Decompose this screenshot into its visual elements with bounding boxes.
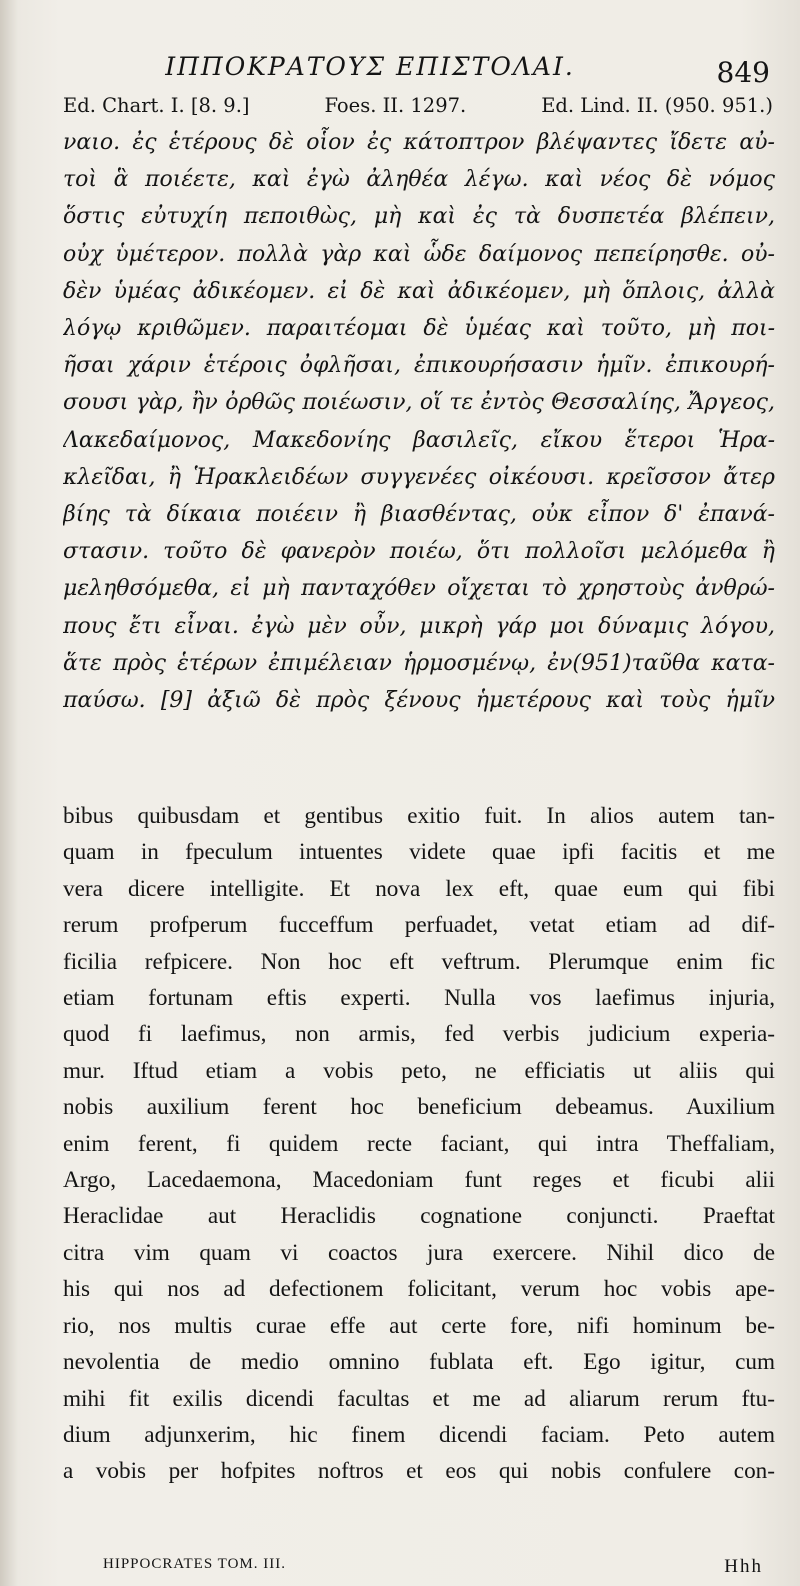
edition-reference-line	[63, 94, 773, 117]
edition-lind-ref: Ed. Lind. II. (950. 951.)	[541, 94, 773, 117]
latin-line: mur. Iftud etiam a vobis peto, ne efficiatis ut aliis qui	[63, 1057, 775, 1084]
latin-line: rerum profperum fucceffum perfuadet, vetat etiam ad dif-	[63, 912, 775, 939]
latin-line: Heraclidae aut Heraclidis cognatione conjuncti. Praeftat	[63, 1203, 775, 1230]
greek-line: τοὶ ἃ ποιέετε, καὶ ἐγὼ ἀληθέα λέγω. καὶ νέος δὲ νόμος	[63, 167, 775, 193]
page-footer	[103, 1556, 763, 1578]
edition-foes-ref: Foes. II. 1297.	[324, 94, 467, 117]
greek-line: σουσι γὰρ, ἢν ὀρθῶς ποιέωσιν, οἵ τε ἐντὸς Θεσσαλίης, Ἄργεος,	[63, 390, 775, 416]
greek-line: ἅτε πρὸς ἑτέρων ἐπιμέλειαν ἡρμοσμένῳ, ἐν(951)ταῦθα κατα-	[63, 650, 775, 676]
latin-line: vera dicere intelligite. Et nova lex eft, quae eum qui fibi	[63, 875, 775, 902]
greek-line: δὲν ὑμέας ἀδικέομεν. εἰ δὲ καὶ ἀδικέομεν, μὴ ὅπλοις, ἀλλὰ	[63, 278, 775, 304]
greek-line: οὐχ ὑμέτερον. πολλὰ γὰρ καὶ ὧδε δαίμονος πεπείρησθε. οὐ-	[63, 241, 775, 267]
footer-volume-note: HIPPOCRATES TOM. III.	[103, 1556, 286, 1572]
latin-text-column	[63, 798, 775, 1490]
latin-line: dium adjunxerim, hic finem dicendi faciam. Peto autem	[63, 1421, 775, 1448]
latin-line: nevolentia de medio omnino fublata eft. Ego igitur, cum	[63, 1349, 775, 1376]
latin-line: enim ferent, fi quidem recte faciant, qui intra Theffaliam,	[63, 1130, 775, 1157]
latin-line: mihi fit exilis dicendi facultas et me ad aliarum rerum ftu-	[63, 1385, 775, 1412]
greek-line: στασιν. τοῦτο δὲ φανερὸν ποιέω, ὅτι πολλοῖσι μελόμεθα ἢ	[63, 539, 775, 565]
latin-line: his qui nos ad defectionem folicitant, verum hoc vobis ape-	[63, 1276, 775, 1303]
latin-line: bibus quibusdam et gentibus exitio fuit. In alios autem tan-	[63, 803, 775, 829]
greek-line: Λακεδαίμονος, Μακεδονίης βασιλεῖς, εἴκου ἕτεροι Ἡρα-	[63, 427, 775, 453]
greek-line: ῆσαι χάριν ἑτέροις ὀφλῆσαι, ἐπικουρήσασιν ἡμῖν. ἐπικουρή-	[63, 353, 775, 379]
edition-chart-ref: Ed. Chart. I. [8. 9.]	[63, 94, 250, 117]
greek-line: ὅστις εὐτυχίη πεποιθὼς, μὴ καὶ ἐς τὰ δυσπετέα βλέπειν,	[63, 204, 775, 230]
latin-line: rio, nos multis curae effe aut certe fore, nifi hominum be-	[63, 1312, 775, 1339]
running-head-title: ΙΠΠΟΚΡΑΤΟΥΣ ΕΠΙΣΤΟΛΑΙ.	[165, 52, 575, 81]
latin-line: a vobis per hofpites noftros et eos qui nobis confulere con-	[63, 1458, 775, 1485]
latin-line: quam in fpeculum intuentes videte quae ipfi facitis et me	[63, 839, 775, 866]
greek-line: παύσω. [9] ἀξιῶ δὲ πρὸς ξένους ἡμετέρους καὶ τοὺς ἡμῖν	[63, 688, 775, 714]
greek-line: λόγῳ κριθῶμεν. παραιτέομαι δὲ ὑμέας καὶ τοῦτο, μὴ ποι-	[63, 316, 775, 342]
latin-line: ficilia refpicere. Non hoc eft veftrum. Plerumque enim fic	[63, 948, 775, 975]
greek-line: βίης τὰ δίκαια ποιέειν ἢ βιασθέντας, οὐκ εἶπον δ' ἐπανά-	[63, 502, 775, 528]
greek-line: ναιο. ἐς ἑτέρους δὲ οἷον ἐς κάτοπτρον βλέψαντες ἴδετε αὐ-	[63, 130, 775, 155]
latin-line: quod fi laefimus, non armis, fed verbis judicium experia-	[63, 1021, 775, 1048]
latin-line: etiam fortunam eftis experti. Nulla vos laefimus injuria,	[63, 985, 775, 1012]
latin-line: Argo, Lacedaemona, Macedoniam funt reges et ficubi alii	[63, 1167, 775, 1194]
greek-line: κλεῖδαι, ἢ Ἡρακλειδέων συγγενέες οἰκέουσι. κρεῖσσον ἄτερ	[63, 464, 775, 490]
greek-text-column	[63, 124, 775, 719]
latin-line: nobis auxilium ferent hoc beneficium debeamus. Auxilium	[63, 1094, 775, 1121]
latin-line: citra vim quam vi coactos jura exercere. Nihil dico de	[63, 1239, 775, 1266]
page-number: 849	[716, 56, 770, 89]
footer-signature-mark: Hhh	[724, 1556, 763, 1577]
greek-line: μεληθσόμεθα, εἰ μὴ πανταχόθεν οἴχεται τὸ χρηστοὺς ἀνθρώ-	[63, 576, 775, 602]
greek-line: πους ἔτι εἶναι. ἐγὼ μὲν οὖν, μικρὴ γάρ μοι δύναμις λόγου,	[63, 613, 775, 639]
